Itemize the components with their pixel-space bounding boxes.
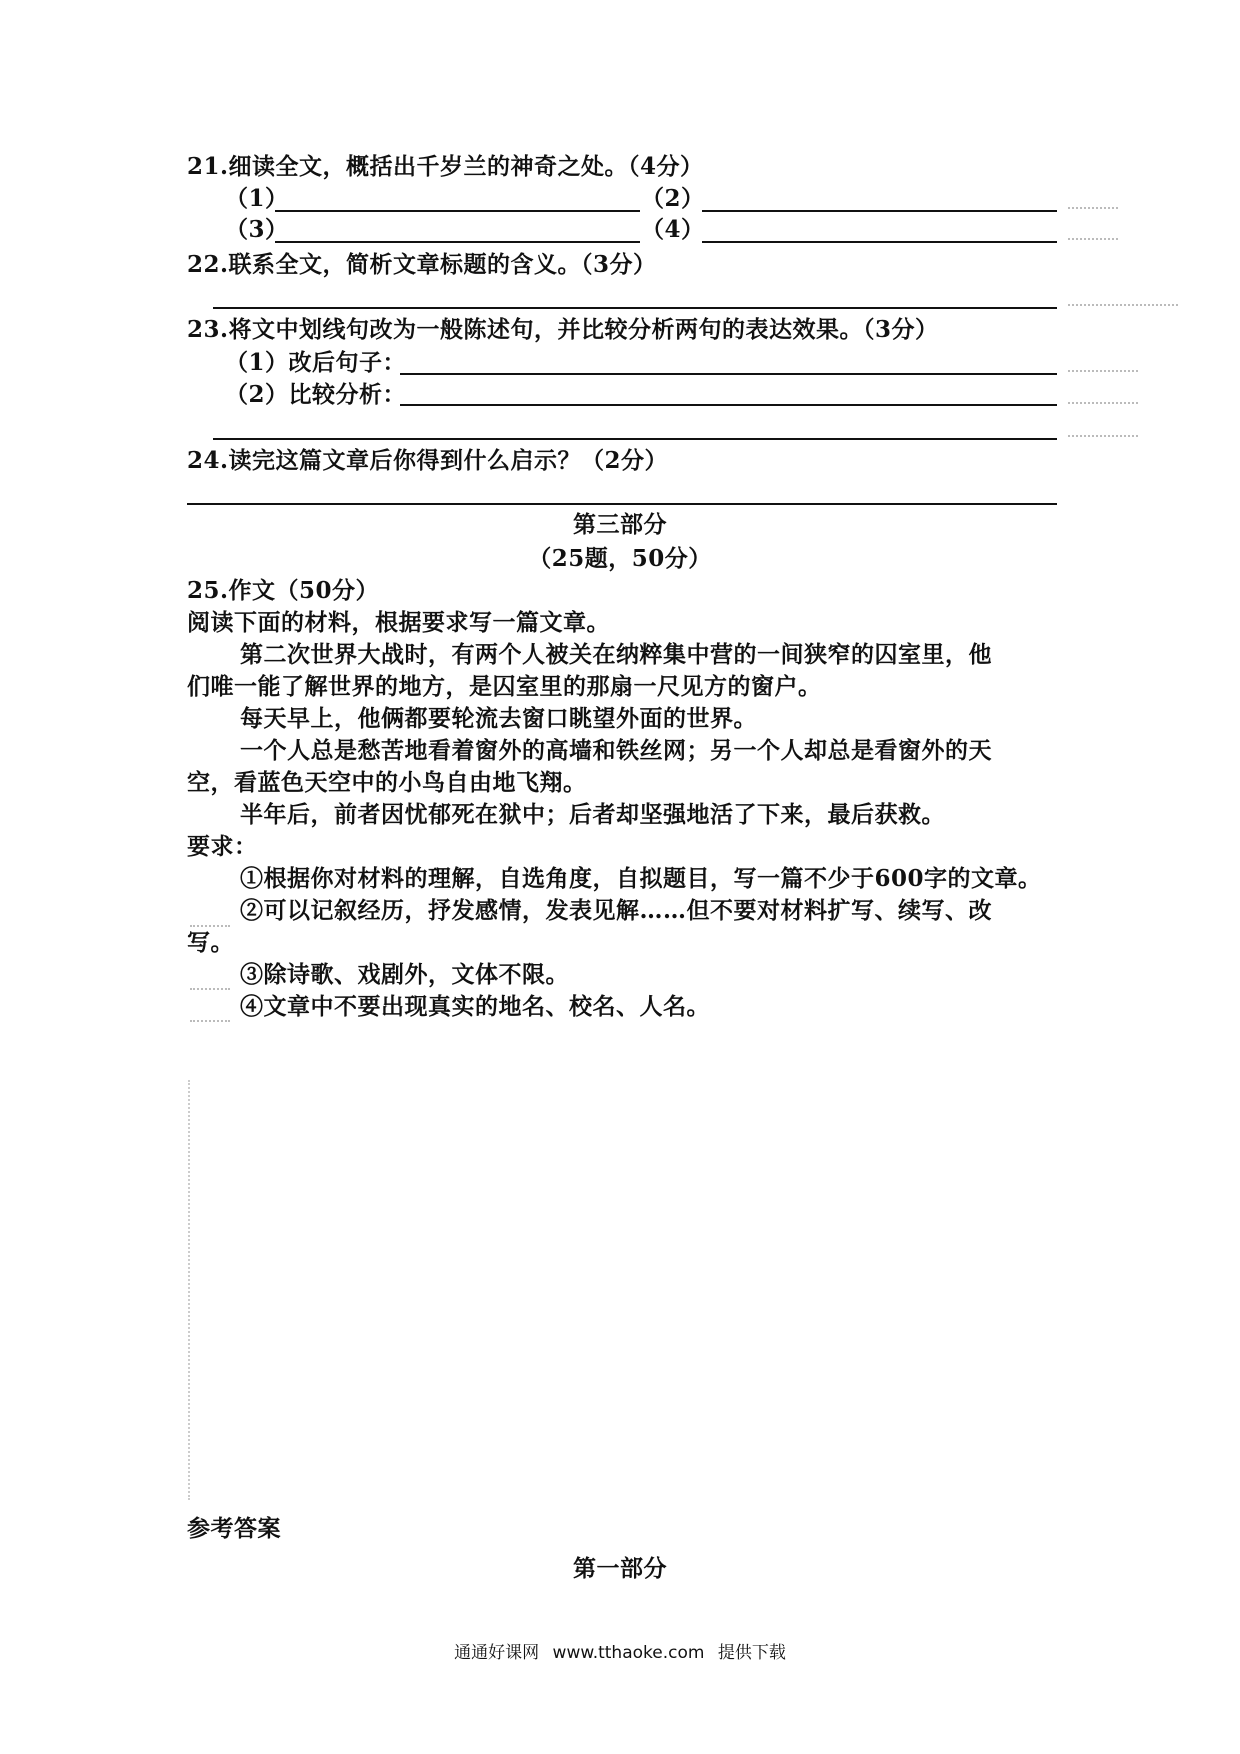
q25-title: 25.作文（50分） bbox=[187, 577, 380, 604]
material-paragraph-1-line-2: 们唯一能了解世界的地方，是囚室里的那扇一尺见方的窗户。 bbox=[187, 673, 822, 700]
requirement-1: ①根据你对材料的理解，自选角度，自拟题目，写一篇不少于600字的文章。 bbox=[240, 865, 1042, 892]
scan-artifact bbox=[190, 925, 230, 927]
q21-answer-line-3 bbox=[275, 241, 640, 243]
material-paragraph-3-line-2: 空，看蓝色天空中的小鸟自由地飞翔。 bbox=[187, 769, 587, 796]
material-paragraph-3-line-1: 一个人总是愁苦地看着窗外的高墙和铁丝网；另一个人却总是看窗外的天 bbox=[240, 737, 992, 764]
q21-blank-1-label: （1） bbox=[225, 185, 289, 212]
answers-part1-heading: 第一部分 bbox=[573, 1555, 667, 1582]
q23-title: 23.将文中划线句改为一般陈述句，并比较分析两句的表达效果。（3分） bbox=[187, 316, 939, 343]
answers-label: 参考答案 bbox=[187, 1515, 281, 1542]
requirement-3: ③除诗歌、戏剧外，文体不限。 bbox=[240, 961, 569, 988]
q21-title: 21.细读全文，概括出千岁兰的神奇之处。（4分） bbox=[187, 153, 704, 180]
scan-artifact bbox=[1068, 207, 1118, 209]
requirement-4: ④文章中不要出现真实的地名、校名、人名。 bbox=[240, 993, 710, 1020]
page-footer bbox=[0, 1638, 1240, 1663]
q21-blank-3-label: （3） bbox=[225, 216, 289, 243]
scan-artifact bbox=[1068, 435, 1138, 437]
footer-url: www.tthaoke.com bbox=[552, 1643, 705, 1663]
scan-artifact bbox=[1068, 370, 1138, 372]
scan-artifact bbox=[1068, 238, 1118, 240]
material-paragraph-2: 每天早上，他俩都要轮流去窗口眺望外面的世界。 bbox=[240, 705, 757, 732]
footer-suffix: 提供下载 bbox=[717, 1643, 786, 1663]
q23-answer-line-1 bbox=[400, 373, 1057, 375]
q21-blank-2-label: （2） bbox=[641, 185, 705, 212]
footer-site-name: 通通好课网 bbox=[454, 1643, 540, 1663]
material-paragraph-1-line-1: 第二次世界大战时，有两个人被关在纳粹集中营的一间狭窄的囚室里，他 bbox=[240, 641, 992, 668]
scan-artifact bbox=[1068, 402, 1138, 404]
q21-answer-line-1 bbox=[275, 210, 640, 212]
scan-artifact bbox=[188, 1080, 190, 1500]
part3-subheading: （25题，50分） bbox=[528, 545, 712, 572]
q23-part2-label: （2）比较分析： bbox=[225, 381, 407, 408]
scan-artifact bbox=[1068, 304, 1178, 306]
q23-answer-line-2 bbox=[400, 404, 1057, 406]
q21-answer-line-4 bbox=[702, 241, 1057, 243]
q25-instruction: 阅读下面的材料，根据要求写一篇文章。 bbox=[187, 609, 610, 636]
requirements-label: 要求： bbox=[187, 833, 258, 860]
scan-artifact bbox=[190, 988, 230, 990]
material-paragraph-4: 半年后，前者因忧郁死在狱中；后者却坚强地活了下来，最后获救。 bbox=[240, 801, 945, 828]
q24-answer-line bbox=[187, 503, 1057, 505]
q23-answer-line-3 bbox=[213, 438, 1057, 440]
scan-artifact bbox=[190, 1020, 230, 1022]
q22-title: 22.联系全文，简析文章标题的含义。（3分） bbox=[187, 251, 657, 278]
q21-blank-4-label: （4） bbox=[641, 216, 705, 243]
q24-title: 24.读完这篇文章后你得到什么启示？（2分） bbox=[187, 447, 669, 474]
requirement-2-line-1: ②可以记叙经历，抒发感情，发表见解……但不要对材料扩写、续写、改 bbox=[240, 897, 992, 924]
requirement-2-line-2: 写。 bbox=[187, 929, 234, 956]
part3-heading: 第三部分 bbox=[573, 511, 667, 538]
q21-answer-line-2 bbox=[702, 210, 1057, 212]
q23-part1-label: （1）改后句子： bbox=[225, 349, 407, 376]
q22-answer-line bbox=[213, 307, 1057, 309]
